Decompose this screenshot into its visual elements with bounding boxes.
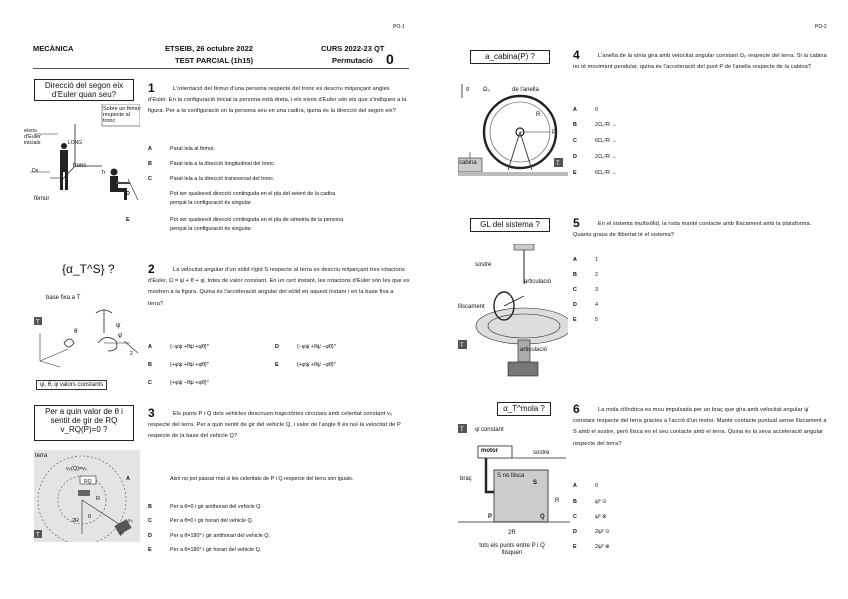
q3-title-box: Per a quin valor de θ i sentit de gir de RQ v_RQ(P)=0 ? bbox=[34, 405, 134, 441]
q5-fig-label-lliscament: lliscament bbox=[458, 304, 485, 310]
q3-number: 3 bbox=[148, 406, 155, 420]
q1-fig-label-femur-tronc: Sobre un fèmur respecte al tronc bbox=[103, 106, 141, 124]
page-number-1: PO-1 bbox=[393, 24, 405, 30]
q2-statement: La velocitat angular d'un sòlid rígid S respecte al terra es descriu mitjançant tres rotacions d'Euler, Ω = ψ̇ + θ̇ + φ̇, totes de valor constant. En un cert instant, les rotacions d'Euler són les que es mostren a la figura. Quina és l'acceleració angular del sòlid en aquest instant i en la base fixa a terra? bbox=[148, 267, 410, 307]
q5-statement: En el sistema multisòlid, la roda manté contacte amb lliscament amb la plataforma. Quants graus de llibertat té el sistema? bbox=[573, 221, 812, 239]
q3-figure bbox=[34, 450, 140, 542]
q4-statement: L'anella de la sínia gira amb velocitat angular constant Ω₀ respecte del terra. Si la cabina no té moviment pendular, quina és l'acceleració del punt P de l'anella respecte de la cabina? bbox=[573, 53, 827, 71]
svg-text:ψ̇: ψ̇ bbox=[116, 323, 121, 329]
q4-option-d[interactable]: D 2Ω₀²R ← bbox=[573, 154, 617, 160]
q4-fig-label-cabina: cabina bbox=[459, 160, 477, 166]
q5-fig-label-articulacio-2: articulació bbox=[520, 347, 548, 353]
q2-base-label: base fixa a T bbox=[46, 295, 81, 301]
q3-fig-label-r: R bbox=[96, 496, 100, 502]
q6-option-e[interactable]: E 2ψ̇² ⊗ bbox=[573, 544, 610, 550]
svg-text:2: 2 bbox=[130, 351, 133, 357]
q2-title: {α_T^S} ? bbox=[62, 262, 115, 276]
q6-fig-label-p: P bbox=[488, 514, 493, 520]
q5-option-e[interactable]: E 5 bbox=[573, 317, 598, 323]
q1-number: 1 bbox=[148, 81, 155, 95]
q6-fig-label-brac: braç bbox=[460, 476, 472, 482]
q3-option-c[interactable]: C Per a θ=0 i gir horari del vehicle Q. bbox=[148, 518, 254, 524]
svg-text:φ̇: φ̇ bbox=[118, 333, 122, 339]
q3-statement: Els punts P i Q dels vehicles descriuen trajectòries circulars amb celeritat constant v₀ respecte del terra. Per a quin sentit de gir del vehicle Q, i valor de l'angle θ és nul·la velocitat de P respecte de la base del vehicle Q? bbox=[148, 411, 401, 440]
q5-option-b[interactable]: B 2 bbox=[573, 272, 598, 278]
q1-fig-label-dn: Dn bbox=[32, 168, 39, 174]
q2-option-d[interactable]: D {−φ̇ψ̇ +θ̇ψ̇ −φ̇θ̇}ᵀ bbox=[275, 344, 337, 350]
q4-option-c[interactable]: C 6Ω₀²R → bbox=[573, 138, 617, 144]
q6-fig-label-2r: 2R bbox=[508, 530, 516, 536]
page-number-2: PO-2 bbox=[815, 24, 827, 30]
q3-fig-label-2r: 2R bbox=[72, 518, 80, 524]
svg-text:θ̇: θ̇ bbox=[74, 329, 78, 335]
q2-number: 2 bbox=[148, 262, 155, 276]
q2-option-c[interactable]: C {+φ̇ψ̇ −θ̇ψ̇ +φ̇θ̇}ᵀ bbox=[148, 380, 210, 386]
q6-fig-label-sostre: sostre bbox=[533, 450, 550, 456]
svg-text:T: T bbox=[36, 319, 40, 326]
q2-figure bbox=[34, 303, 144, 371]
q4-option-e[interactable]: E 6Ω₀²R ← bbox=[573, 170, 617, 176]
q1-option-d[interactable]: D Pot ser qualsevol direcció continguda en el pla del seient de la cadira perquè la configuració és singular. bbox=[126, 191, 336, 206]
q3-option-d[interactable]: D Per a θ=180° i gir antihorari del vehicle Q. bbox=[148, 533, 270, 539]
permutation-label: Permutació bbox=[332, 56, 373, 65]
q4-option-b[interactable]: B 2Ω₀²R → bbox=[573, 122, 617, 128]
q6-statement: La mola cilíndrica es mou impulsada per un braç que gira amb velocitat angular ψ̇ constant respecte del terra gràcies a l'acció d'un motor. Manté contacte puntual sense lliscament a S amb el sostre, però llisca en el seu contacte amb el terra. Quina és la seva acceleració angular respecte del terra? bbox=[573, 407, 827, 447]
svg-text:T: T bbox=[36, 532, 40, 539]
q3-fig-label-v0: v₀ bbox=[128, 518, 134, 524]
q3-option-e[interactable]: E Per a θ=180° i gir horari del vehicle Q. bbox=[148, 547, 262, 553]
svg-text:T: T bbox=[460, 343, 464, 349]
q6-fig-label-q: Q bbox=[540, 514, 545, 520]
q2-option-e[interactable]: E {+φ̇ψ̇ +θ̇ψ̇ −φ̇θ̇}ᵀ bbox=[275, 362, 337, 368]
q4-title-box: a_cabina(P) ? bbox=[470, 50, 550, 64]
q3-fig-label-rq: RQ bbox=[84, 479, 92, 485]
q6-fig-label-motor: motor bbox=[481, 448, 498, 454]
q6-option-b[interactable]: B ψ̇² ⊙ bbox=[573, 499, 607, 505]
q6-title-box: α_T^mola ? bbox=[497, 402, 551, 416]
q6-fig-label-s-no-llisca: S no llisca bbox=[497, 473, 525, 479]
q3-fig-label-theta: θ bbox=[88, 514, 92, 520]
q1-statement: L'orientació del fèmur d'una persona respecte del tronc es descriu mitjançant angles d'Euler. En la configuració inicial la persona està dreta, i els eixos d'Euler són els que s'indiquen a la figura. Per a la configuració on la persona seu en una cadira, quina és la direcció del segon eix? bbox=[148, 86, 407, 115]
q3-fig-label-vq: v₀(Q)=v₀ bbox=[66, 466, 88, 472]
q3-fig-label-p: P bbox=[120, 532, 124, 538]
q5-fig-label-articulacio-1: articulació bbox=[524, 279, 552, 285]
q4-fig-label-omega: Ω₀ bbox=[483, 87, 490, 93]
q3-option-a[interactable]: A Això no pot passar mai si les celeritats de P i Q respecte del terra són iguals. bbox=[126, 476, 354, 482]
q6-option-c[interactable]: C ψ̇² ⊗ bbox=[573, 514, 607, 520]
q5-title-box: GL del sistema ? bbox=[470, 218, 550, 232]
q4-fig-label-p: P bbox=[552, 130, 557, 136]
q1-fig-label-eixos: eixos d'Euler inicials bbox=[24, 128, 41, 146]
q5-option-d[interactable]: D 4 bbox=[573, 302, 598, 308]
q1-option-e[interactable]: E Pot ser qualsevol direcció continguda en el pla de simetria de la persona perquè la configuració és singular. bbox=[126, 217, 344, 232]
subject-title: MECÀNICA bbox=[33, 44, 74, 53]
q1-fig-label-long: LONG bbox=[68, 140, 83, 146]
q6-fig-label-punts: tots els punts entre P i Q llisquen bbox=[479, 543, 545, 556]
q1-option-a[interactable]: A Paral·lela al fèmur. bbox=[148, 146, 215, 152]
q6-number: 6 bbox=[573, 402, 580, 416]
q6-option-a[interactable]: A 0 bbox=[573, 483, 598, 489]
q5-fig-label-sostre: sostre bbox=[475, 262, 492, 268]
q1-fig-label-tr: Tr bbox=[101, 170, 106, 176]
q5-number: 5 bbox=[573, 216, 580, 230]
q5-option-a[interactable]: A 1 bbox=[573, 257, 598, 263]
school-date: ETSEIB, 26 octubre 2022 bbox=[165, 44, 253, 53]
q2-fig-note: ψ̇, θ̇, φ̇ valors constants bbox=[36, 380, 107, 390]
svg-text:T: T bbox=[460, 427, 464, 433]
q3-fig-label-terra: terra bbox=[35, 453, 48, 459]
q1-title-box: Direcció del segon eix d'Euler quan seu? bbox=[34, 79, 134, 101]
q6-fig-label-r: R bbox=[555, 498, 560, 504]
q4-fig-label-g: g bbox=[466, 86, 470, 92]
course-label: CURS 2022-23 QT bbox=[321, 44, 385, 53]
svg-text:T: T bbox=[556, 161, 560, 167]
q2-option-a[interactable]: A {−φ̇ψ̇ +θ̇ψ̇ +φ̇θ̇}ᵀ bbox=[148, 344, 210, 350]
q1-fig-label-femur: fèmur bbox=[34, 196, 50, 202]
q6-option-d[interactable]: D 2ψ̇² ⊙ bbox=[573, 529, 610, 535]
q1-fig-label-tronc: tronc bbox=[73, 163, 87, 169]
q4-option-a[interactable]: A 0 bbox=[573, 107, 598, 113]
permutation-value: 0 bbox=[386, 51, 394, 67]
q5-option-c[interactable]: C 3 bbox=[573, 287, 598, 293]
q2-option-b[interactable]: B {+φ̇ψ̇ +θ̇ψ̇ +φ̇θ̇}ᵀ bbox=[148, 362, 210, 368]
q4-fig-label-anella: de l'anella bbox=[512, 87, 539, 93]
q6-fig-label-s: S bbox=[533, 480, 538, 486]
q1-option-c[interactable]: C Paral·lela a la direcció transversal del tronc. bbox=[148, 176, 275, 182]
q6-fig-label-psi: ψ̇ constant bbox=[475, 427, 504, 433]
q3-option-b[interactable]: B Per a θ=0 i gir antihorari del vehicle Q. bbox=[148, 504, 262, 510]
q1-option-b[interactable]: B Paral·lela a la direcció longitudinal del tronc. bbox=[148, 161, 276, 167]
test-title: TEST PARCIAL (1h15) bbox=[175, 56, 254, 65]
q4-number: 4 bbox=[573, 48, 580, 62]
header-divider bbox=[33, 68, 409, 69]
q4-fig-label-r: R bbox=[536, 112, 541, 118]
